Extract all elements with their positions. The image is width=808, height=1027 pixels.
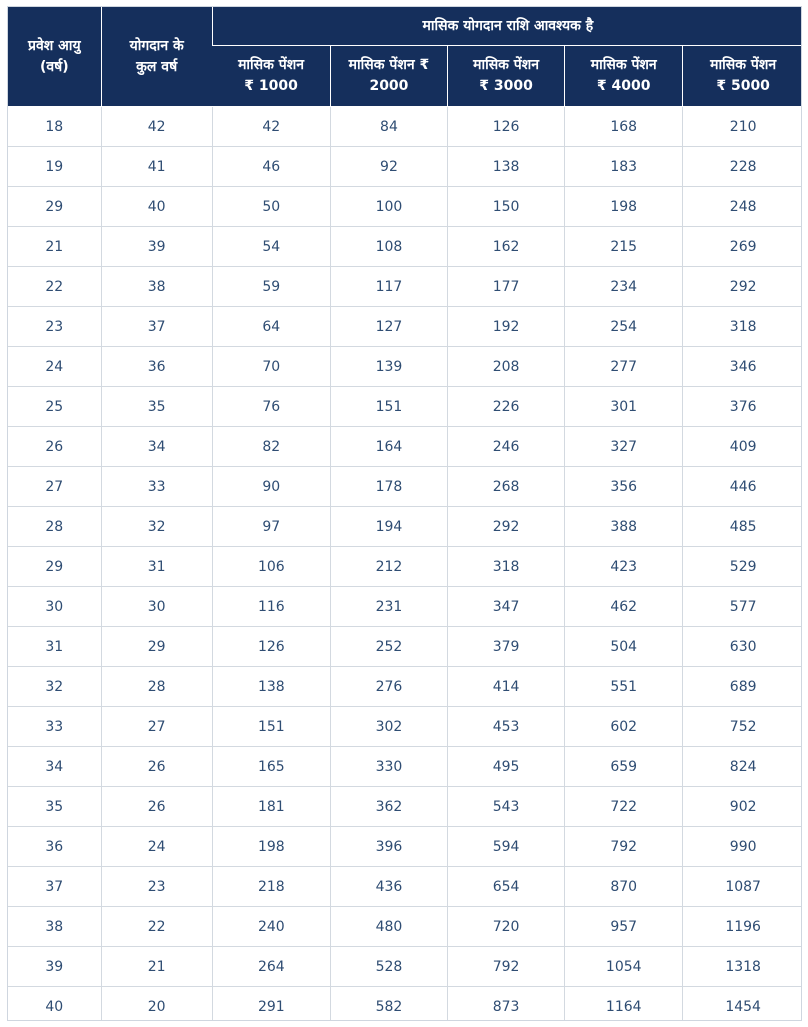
cell-pension-4000: 198 (565, 187, 683, 227)
cell-pension-5000: 248 (683, 187, 802, 227)
cell-pension-4000: 462 (565, 587, 683, 627)
cell-pension-2000: 330 (330, 747, 447, 787)
cell-contribution-years: 20 (101, 987, 212, 1022)
cell-pension-1000: 151 (212, 707, 330, 747)
header-pension-1000 (212, 46, 330, 107)
table-row (8, 387, 802, 427)
cell-entry-age: 29 (8, 547, 101, 587)
cell-pension-1000: 42 (212, 107, 330, 147)
cell-pension-1000: 76 (212, 387, 330, 427)
table-row (8, 467, 802, 507)
cell-pension-1000: 46 (212, 147, 330, 187)
cell-entry-age: 19 (8, 147, 101, 187)
table-row (8, 507, 802, 547)
cell-pension-1000: 50 (212, 187, 330, 227)
cell-pension-1000: 54 (212, 227, 330, 267)
table-row (8, 587, 802, 627)
table-row (8, 267, 802, 307)
table-row (8, 947, 802, 987)
cell-pension-5000: 269 (683, 227, 802, 267)
table-row (8, 827, 802, 867)
cell-pension-1000: 90 (212, 467, 330, 507)
cell-pension-1000: 138 (212, 667, 330, 707)
cell-contribution-years: 41 (101, 147, 212, 187)
cell-pension-4000: 659 (565, 747, 683, 787)
cell-pension-1000: 97 (212, 507, 330, 547)
cell-pension-1000: 291 (212, 987, 330, 1022)
cell-pension-1000: 126 (212, 627, 330, 667)
table-header (8, 7, 802, 107)
cell-pension-4000: 168 (565, 107, 683, 147)
cell-pension-5000: 346 (683, 347, 802, 387)
cell-pension-4000: 722 (565, 787, 683, 827)
cell-pension-2000: 231 (330, 587, 447, 627)
header-pension-1000-line2: ₹ 1000 (244, 78, 298, 94)
header-pension-1000-line1: मासिक पेंशन (238, 57, 305, 73)
table-row (8, 307, 802, 347)
cell-pension-3000: 162 (448, 227, 565, 267)
cell-pension-4000: 1164 (565, 987, 683, 1022)
cell-pension-2000: 212 (330, 547, 447, 587)
table-row (8, 547, 802, 587)
cell-pension-4000: 957 (565, 907, 683, 947)
cell-contribution-years: 37 (101, 307, 212, 347)
table-row (8, 627, 802, 667)
cell-pension-3000: 292 (448, 507, 565, 547)
cell-pension-1000: 59 (212, 267, 330, 307)
cell-entry-age: 27 (8, 467, 101, 507)
header-contribution-years-line2: कुल वर्ष (136, 58, 178, 75)
cell-pension-1000: 240 (212, 907, 330, 947)
cell-entry-age: 38 (8, 907, 101, 947)
cell-pension-1000: 64 (212, 307, 330, 347)
cell-pension-3000: 126 (448, 107, 565, 147)
header-entry-age (8, 7, 101, 107)
cell-pension-2000: 362 (330, 787, 447, 827)
cell-pension-1000: 198 (212, 827, 330, 867)
table-row (8, 347, 802, 387)
cell-pension-2000: 480 (330, 907, 447, 947)
cell-pension-4000: 234 (565, 267, 683, 307)
table-row (8, 107, 802, 147)
cell-pension-5000: 902 (683, 787, 802, 827)
cell-pension-3000: 873 (448, 987, 565, 1022)
cell-pension-2000: 164 (330, 427, 447, 467)
cell-pension-3000: 192 (448, 307, 565, 347)
cell-pension-3000: 268 (448, 467, 565, 507)
cell-pension-3000: 138 (448, 147, 565, 187)
cell-pension-4000: 423 (565, 547, 683, 587)
cell-pension-3000: 453 (448, 707, 565, 747)
cell-pension-3000: 150 (448, 187, 565, 227)
cell-pension-5000: 1318 (683, 947, 802, 987)
cell-pension-5000: 630 (683, 627, 802, 667)
cell-pension-1000: 116 (212, 587, 330, 627)
table-row (8, 147, 802, 187)
cell-pension-4000: 504 (565, 627, 683, 667)
cell-pension-2000: 276 (330, 667, 447, 707)
cell-pension-5000: 529 (683, 547, 802, 587)
cell-pension-2000: 252 (330, 627, 447, 667)
table-row (8, 667, 802, 707)
cell-pension-4000: 388 (565, 507, 683, 547)
cell-contribution-years: 39 (101, 227, 212, 267)
cell-contribution-years: 35 (101, 387, 212, 427)
cell-pension-3000: 246 (448, 427, 565, 467)
cell-pension-3000: 379 (448, 627, 565, 667)
cell-contribution-years: 26 (101, 787, 212, 827)
cell-pension-5000: 446 (683, 467, 802, 507)
header-entry-age-line2: (वर्ष) (39, 58, 69, 75)
cell-contribution-years: 27 (101, 707, 212, 747)
cell-contribution-years: 29 (101, 627, 212, 667)
cell-pension-5000: 318 (683, 307, 802, 347)
cell-pension-3000: 594 (448, 827, 565, 867)
cell-pension-1000: 264 (212, 947, 330, 987)
cell-contribution-years: 32 (101, 507, 212, 547)
cell-contribution-years: 28 (101, 667, 212, 707)
header-pension-3000 (448, 46, 565, 107)
cell-pension-5000: 228 (683, 147, 802, 187)
table-row (8, 987, 802, 1022)
cell-pension-2000: 178 (330, 467, 447, 507)
cell-contribution-years: 21 (101, 947, 212, 987)
cell-pension-4000: 301 (565, 387, 683, 427)
cell-pension-1000: 218 (212, 867, 330, 907)
cell-contribution-years: 26 (101, 747, 212, 787)
cell-pension-1000: 106 (212, 547, 330, 587)
cell-pension-3000: 318 (448, 547, 565, 587)
cell-entry-age: 28 (8, 507, 101, 547)
table-row (8, 907, 802, 947)
cell-pension-2000: 92 (330, 147, 447, 187)
cell-pension-3000: 177 (448, 267, 565, 307)
cell-entry-age: 35 (8, 787, 101, 827)
cell-entry-age: 18 (45, 118, 64, 135)
header-contribution-years-line1: योगदान के (129, 37, 184, 54)
cell-contribution-years: 30 (101, 587, 212, 627)
cell-entry-age: 26 (8, 427, 101, 467)
table-row (8, 747, 802, 787)
cell-pension-5000: 1087 (683, 867, 802, 907)
cell-pension-1000: 70 (212, 347, 330, 387)
cell-pension-3000: 208 (448, 347, 565, 387)
cell-entry-age: 36 (8, 827, 101, 867)
cell-pension-4000: 327 (565, 427, 683, 467)
table-row (8, 427, 802, 467)
cell-contribution-years: 33 (101, 467, 212, 507)
cell-pension-5000: 1454 (683, 987, 802, 1022)
cell-pension-2000: 528 (330, 947, 447, 987)
header-pension-2000 (330, 46, 447, 107)
cell-pension-2000: 582 (330, 987, 447, 1022)
cell-pension-1000: 82 (212, 427, 330, 467)
cell-pension-5000: 376 (683, 387, 802, 427)
cell-pension-2000: 151 (330, 387, 447, 427)
cell-pension-4000: 183 (565, 147, 683, 187)
table-row (8, 787, 802, 827)
cell-pension-3000: 226 (448, 387, 565, 427)
cell-pension-2000: 302 (330, 707, 447, 747)
cell-pension-2000: 127 (330, 307, 447, 347)
cell-contribution-years: 38 (101, 267, 212, 307)
cell-contribution-years: 22 (101, 907, 212, 947)
cell-pension-5000: 210 (683, 107, 802, 147)
header-pension-4000 (565, 46, 683, 107)
cell-pension-3000: 654 (448, 867, 565, 907)
cell-pension-4000: 1054 (565, 947, 683, 987)
cell-pension-5000: 292 (683, 267, 802, 307)
header-pension-3000-line2: ₹ 3000 (479, 78, 533, 94)
cell-pension-4000: 602 (565, 707, 683, 747)
table-row (8, 227, 802, 267)
cell-pension-2000: 396 (330, 827, 447, 867)
cell-pension-5000: 990 (683, 827, 802, 867)
cell-pension-5000: 752 (683, 707, 802, 747)
cell-pension-4000: 254 (565, 307, 683, 347)
cell-pension-3000: 347 (448, 587, 565, 627)
cell-pension-5000: 1196 (683, 907, 802, 947)
cell-pension-3000: 414 (448, 667, 565, 707)
cell-pension-1000: 181 (212, 787, 330, 827)
header-pension-2000-line2: 2000 (369, 78, 409, 94)
header-pension-2000-line1: मासिक पेंशन ₹ (348, 57, 430, 73)
pension-contribution-table (8, 7, 802, 1021)
cell-pension-4000: 277 (565, 347, 683, 387)
cell-contribution-years: 34 (101, 427, 212, 467)
cell-contribution-years: 23 (101, 867, 212, 907)
cell-entry-age: 39 (8, 947, 101, 987)
header-entry-age-line1: प्रवेश आयु (28, 37, 81, 54)
cell-entry-age: 22 (8, 267, 101, 307)
cell-entry-age: 25 (8, 387, 101, 427)
header-pension-4000-line2: ₹ 4000 (596, 78, 651, 94)
cell-pension-4000: 792 (565, 827, 683, 867)
header-pension-5000-line2: ₹ 5000 (716, 78, 770, 94)
cell-entry-age: 29 (8, 187, 101, 227)
cell-entry-age: 30 (8, 587, 101, 627)
cell-pension-2000: 194 (330, 507, 447, 547)
cell-contribution-years: 42 (101, 107, 212, 147)
cell-contribution-years: 24 (101, 827, 212, 867)
cell-pension-2000: 84 (330, 107, 447, 147)
header-pension-3000-line1: मासिक पेंशन (473, 57, 540, 73)
cell-entry-age: 21 (8, 227, 101, 267)
cell-pension-1000: 165 (212, 747, 330, 787)
header-contribution-years (101, 7, 212, 107)
cell-pension-5000: 485 (683, 507, 802, 547)
cell-pension-2000: 436 (330, 867, 447, 907)
table-body (8, 107, 802, 1022)
header-pension-4000-line1: मासिक पेंशन (590, 57, 657, 73)
cell-entry-age: 23 (8, 307, 101, 347)
cell-entry-age: 34 (8, 747, 101, 787)
cell-entry-age: 40 (8, 987, 101, 1022)
header-pension-5000-line1: मासिक पेंशन (710, 57, 777, 73)
cell-pension-2000: 139 (330, 347, 447, 387)
cell-entry-age: 24 (8, 347, 101, 387)
cell-entry-age: 32 (8, 667, 101, 707)
cell-entry-age: 37 (8, 867, 101, 907)
cell-contribution-years: 36 (101, 347, 212, 387)
cell-pension-2000: 117 (330, 267, 447, 307)
cell-pension-3000: 792 (448, 947, 565, 987)
cell-contribution-years: 31 (101, 547, 212, 587)
pension-table-frame (7, 6, 802, 1021)
cell-pension-5000: 824 (683, 747, 802, 787)
cell-pension-3000: 543 (448, 787, 565, 827)
table-row (8, 707, 802, 747)
table-row (8, 187, 802, 227)
header-group-title: मासिक योगदान राशि आवश्यक है (212, 7, 802, 46)
cell-pension-3000: 720 (448, 907, 565, 947)
cell-pension-5000: 409 (683, 427, 802, 467)
cell-pension-5000: 577 (683, 587, 802, 627)
table-row (8, 867, 802, 907)
cell-pension-4000: 356 (565, 467, 683, 507)
cell-entry-age: 31 (8, 627, 101, 667)
cell-contribution-years: 40 (101, 187, 212, 227)
cell-pension-4000: 215 (565, 227, 683, 267)
cell-entry-age: 33 (8, 707, 101, 747)
cell-pension-2000: 108 (330, 227, 447, 267)
cell-pension-5000: 689 (683, 667, 802, 707)
cell-pension-4000: 870 (565, 867, 683, 907)
cell-pension-4000: 551 (565, 667, 683, 707)
header-pension-5000 (683, 46, 802, 107)
cell-pension-3000: 495 (448, 747, 565, 787)
cell-pension-2000: 100 (330, 187, 447, 227)
